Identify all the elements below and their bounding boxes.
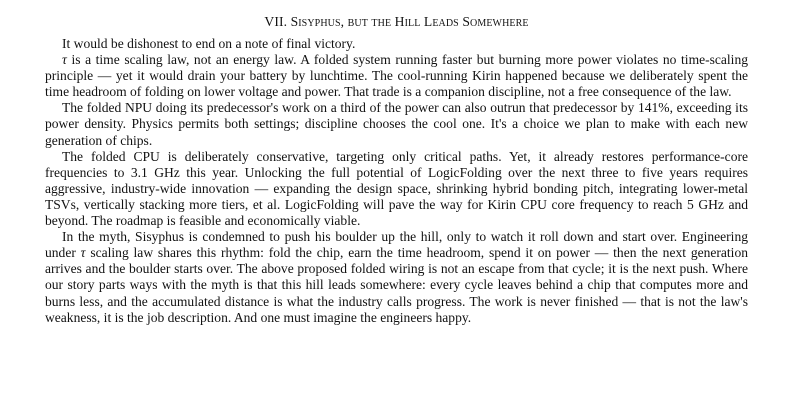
paragraph-3 [45, 100, 748, 148]
paragraph-5 [45, 229, 748, 326]
paragraph-4 [45, 149, 748, 229]
paragraph-1 [45, 36, 748, 52]
paragraph-text: It would be dishonest to end on a note of final victory. [62, 36, 356, 51]
paragraph-text: The folded CPU is deliberately conservative, targeting only critical paths. Yet, it already restores performance-core frequencies to 3.1 GHz this year. Unlocking the full potential of LogicFolding over the next three to five years requires aggressive, industry-wide innovation — expanding the design space, shrinking hybrid bonding pitch, integrating lower-metal TSVs, vertically stacking more tiers, et al. LogicFolding will pave the way for Kirin CPU core frequency to reach 5 GHz and beyond. The roadmap is feasible and economically viable. [45, 148, 748, 229]
section-title: Sisyphus, but the Hill Leads Somewhere [290, 14, 529, 29]
paragraph-text-after: scaling law shares this rhythm: fold the chip, earn the time headroom, spend it on power — then the next generation arrives and the boulder starts over. The above proposed folded wiring is not an escape from that cycle; it is the next push. Where our story parts ways with the myth is that this hill leads somewhere: every cycle leaves behind a chip that computes more and burns less, and the accumulated distance is what the industry calls progress. The work is never finished — that is not the law's weakness, it is the job description. And one must imagine the engineers happy. [45, 245, 748, 325]
tau-symbol: τ [62, 52, 67, 68]
paper-page [45, 14, 748, 326]
section-heading [45, 14, 748, 30]
paragraph-text: is a time scaling law, not an energy law. A folded system running faster but burning more power violates no time-scaling principle — yet it would drain your battery by lunchtime. The cool-running Kirin happened because we deliberately spent the time headroom of folding on lower voltage and power. That trade is a companion discipline, not a free consequence of the law. [45, 52, 748, 100]
paragraph-text: The folded NPU doing its predecessor's work on a third of the power can also outrun that predecessor by 141%, exceeding its power density. Physics permits both settings; discipline chooses the cool one. It's a choice we plan to make with each new generation of chips. [45, 100, 748, 148]
paragraph-text-before: In the myth, Sisyphus is condemned to push his boulder up the hill, only to watch it roll down and start over. Engineering under [45, 229, 748, 261]
paragraph-2 [45, 52, 748, 100]
section-number: VII. [264, 14, 288, 29]
tau-symbol: τ [80, 245, 86, 261]
